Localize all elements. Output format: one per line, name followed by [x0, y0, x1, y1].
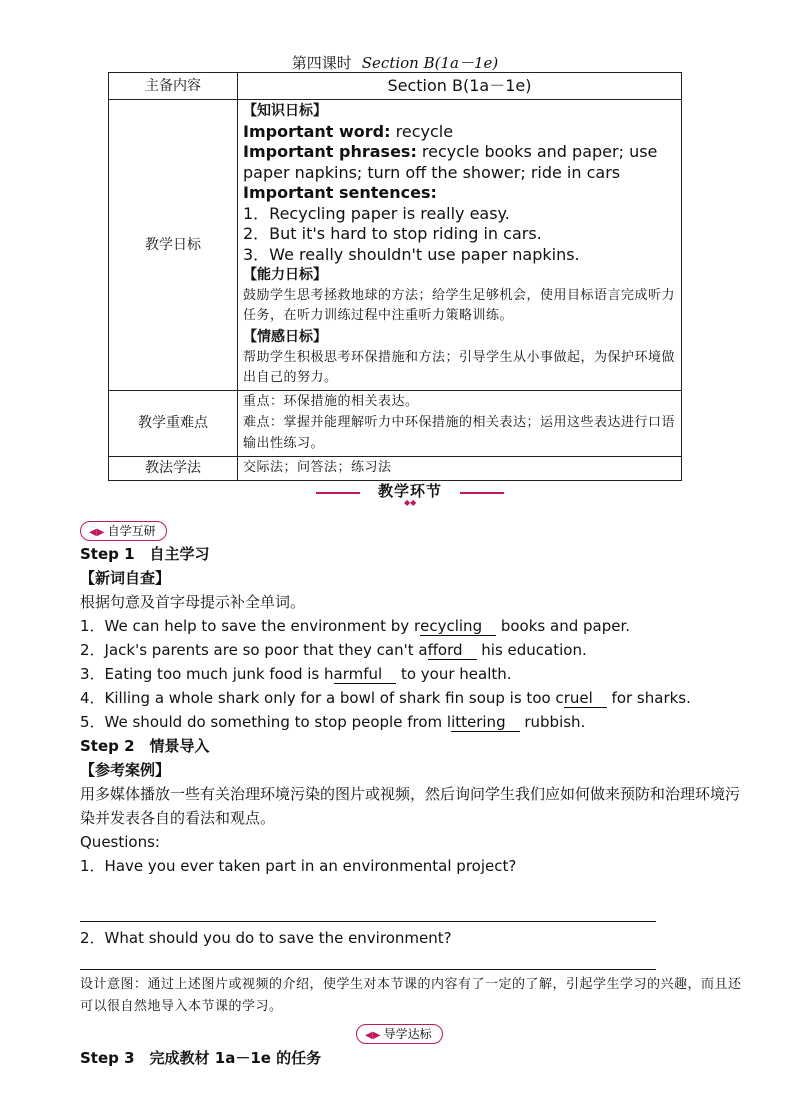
arrow-icon: ◀▶ [365, 1030, 384, 1041]
question-1: 1．Have you ever taken part in an environmental project? [80, 857, 517, 875]
banner-line-right [460, 492, 504, 494]
banner-ornament-icon: ◆◆ [404, 498, 417, 507]
step1-section [80, 542, 742, 878]
step1-subtitle: 【新词自查】 [80, 569, 171, 587]
difficult-point: 难点：掌握并能理解听力中环保措施的相关表达；运用这些表达进行口语输出性练习。 [243, 414, 676, 451]
row-label: 教学重难点 [109, 391, 238, 456]
sentence-2: 2．But it's hard to stop riding in cars. [243, 224, 542, 243]
question-2: 2．What should you do to save the environment? [80, 929, 452, 947]
row-value: 交际法；问答法；练习法 [238, 456, 682, 480]
table-row [109, 73, 682, 100]
sentence-1: 1．Recycling paper is really easy. [243, 203, 510, 223]
exercise-item: 4．Killing a whole shark only for a bowl of shark fin soup is too cruel for sharks. [80, 689, 691, 707]
step2-text: 用多媒体播放一些有关治理环境污染的图片或视频，然后询问学生我们应如何做来预防和治理环境污染并发表各自的看法和观点。 [80, 785, 741, 827]
key-points-cell [238, 391, 682, 456]
questions-label: Questions: [80, 833, 160, 851]
knowledge-heading: 【知识日标】 [243, 103, 327, 119]
exercise-item: 5．We should do something to stop people from littering rubbish. [80, 713, 586, 731]
table-row [109, 391, 682, 456]
exercise-item: 3．Eating too much junk food is harmful to your health. [80, 665, 512, 683]
self-study-tag: ◀▶ 自学互研 [80, 521, 167, 541]
emotion-text: 帮助学生积极思考环保措施和方法；引导学生从小事做起，为保护环境做出自己的努力。 [243, 349, 676, 386]
step1-title: Step 1 自主学习 [80, 545, 210, 563]
answer-line [80, 921, 656, 922]
ability-text: 鼓励学生思考拯救地球的方法；给学生足够机会，使用目标语言完成听力任务，在听力训练过程中注重听力策略训练。 [243, 287, 676, 324]
important-word: Important word: recycle [243, 121, 454, 141]
question-2-block [80, 926, 742, 950]
important-phrases: Important phrases: recycle books and paper; use paper napkins; turn off the shower; ride in cars [243, 142, 658, 182]
step1-instruction: 根据句意及首字母提示补全单词。 [80, 593, 306, 611]
emotion-heading: 【情感日标】 [243, 329, 327, 346]
banner-title: 教学环节 [377, 482, 442, 500]
exercise-item: 1．We can help to save the environment by recycling books and paper. [80, 617, 631, 635]
section-banner [316, 480, 504, 507]
sentence-3: 3．We really shouldn't use paper napkins. [243, 244, 580, 264]
lesson-title [0, 52, 790, 73]
guided-study-tag: ◀▶ 导学达标 [356, 1024, 443, 1044]
step3-title: Step 3 完成教材 1a－1e 的任务 [80, 1049, 322, 1067]
table-row [109, 100, 682, 391]
row-label: 教学日标 [109, 100, 238, 391]
lesson-title-cn: 第四课时 [291, 54, 352, 72]
step3-section [80, 1046, 742, 1070]
step2-title: Step 2 情景导入 [80, 737, 210, 755]
row-value: Section B(1a－1e) [238, 73, 682, 100]
lesson-plan-table [108, 72, 682, 481]
step2-subtitle: 【参考案例】 [80, 761, 171, 779]
banner-line-left [316, 492, 360, 494]
ability-heading: 【能力日标】 [243, 267, 327, 283]
row-label: 主备内容 [109, 73, 238, 100]
important-sentences-label: Important sentences: [243, 183, 437, 202]
exercise-item: 2．Jack's parents are so poor that they can't afford his education. [80, 641, 587, 659]
table-row [109, 456, 682, 480]
arrow-icon: ◀▶ [89, 527, 108, 538]
objectives-cell [238, 100, 682, 391]
answer-line [80, 969, 656, 970]
key-point: 重点：环保措施的相关表达。 [243, 394, 419, 410]
design-note: 设计意图：通过上述图片或视频的介绍，使学生对本节课的内容有了一定的了解，引起学生学习的兴趣，而且还可以很自然地导入本节课的学习。 [80, 977, 742, 1014]
lesson-title-en: Section B(1a－1e) [361, 54, 499, 72]
row-label: 教法学法 [109, 456, 238, 480]
